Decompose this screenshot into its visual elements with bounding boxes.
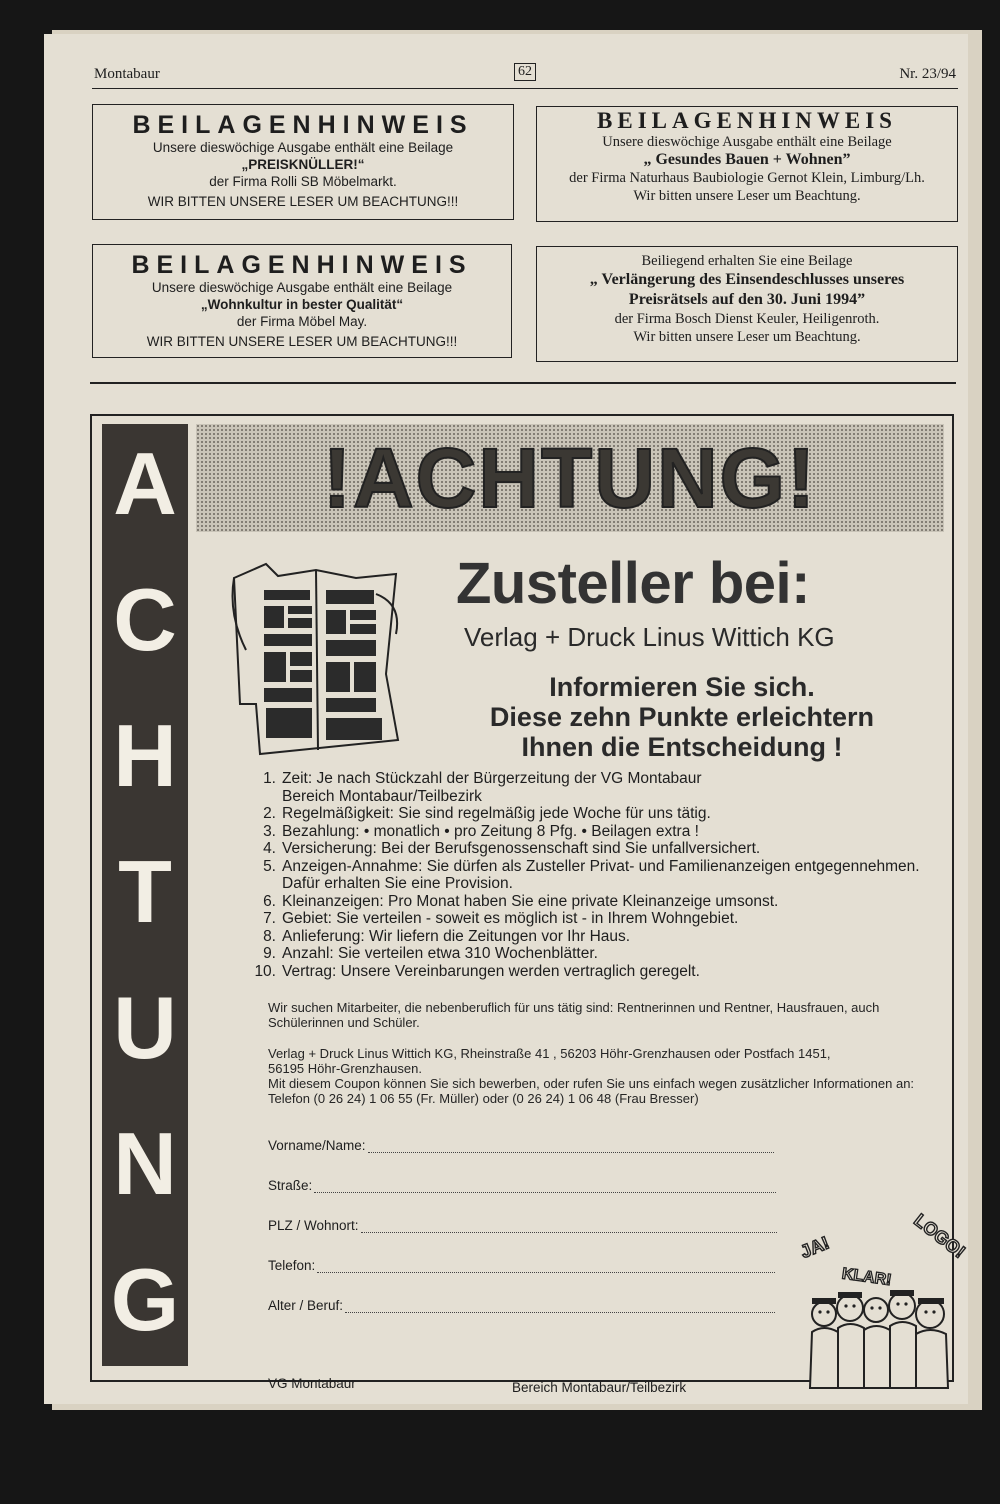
cartoon-word: JA! bbox=[797, 1232, 832, 1263]
header-rule bbox=[92, 88, 958, 89]
coupon-field-name[interactable]: Vorname/Name: bbox=[268, 1138, 774, 1153]
list-item: 5. Anzeigen-Annahme: Sie dürfen als Zusteller Privat- und Familienanzeigen entgegennehmen. Dafür erhalten Sie eine Provision. bbox=[263, 857, 920, 892]
notice-product: „PREISKNÜLLER!“ bbox=[241, 157, 365, 172]
notice-company: der Firma Rolli SB Möbelmarkt. bbox=[209, 174, 397, 189]
notice-preisknueller bbox=[92, 104, 514, 220]
address-paragraph: Verlag + Druck Linus Wittich KG, Rheinstraße 41 , 56203 Höhr-Grenzhausen oder Postfach 1451, 56195 Höhr-Grenzhausen. Mit diesem Coupon können Sie sich bewerben, oder rufen Sie uns einfach wegen zusätzlicher Informationen an: Telefon (0 26 24) 1 06 55 (Fr. Müller) oder (0 26 24) 1 06 48 (Frau Bresser) bbox=[268, 1046, 915, 1106]
notice-product: „Wohnkultur in bester Qualität“ bbox=[200, 297, 404, 312]
footer-bereich: Bereich Montabaur/Teilbezirk bbox=[512, 1380, 687, 1395]
side-letter: T bbox=[118, 842, 172, 941]
list-item: 2. Regelmäßigkeit: Sie sind regelmäßig jede Woche für uns tätig. bbox=[263, 805, 711, 822]
coupon-field-phone[interactable]: Telefon: bbox=[268, 1258, 775, 1273]
side-letter: H bbox=[113, 706, 177, 805]
ten-points-list bbox=[234, 770, 954, 980]
notice-request: Wir bitten unsere Leser um Beachtung. bbox=[633, 188, 861, 204]
side-letter: U bbox=[113, 978, 177, 1077]
newspaper-page bbox=[44, 34, 968, 1404]
headline-zusteller: Zusteller bei: bbox=[456, 551, 810, 616]
list-item: 4. Versicherung: Bei der Berufsgenossenschaft sind Sie unfallversichert. bbox=[263, 840, 761, 857]
list-item: 9. Anzahl: Sie verteilen etwa 310 Wochenblätter. bbox=[263, 945, 598, 962]
notice-line: Unsere dieswöchige Ausgabe enthält eine Beilage bbox=[152, 140, 454, 155]
side-letter: A bbox=[113, 434, 177, 533]
side-letter: G bbox=[110, 1250, 180, 1349]
coupon-field-city[interactable]: PLZ / Wohnort: bbox=[268, 1218, 777, 1233]
list-item: 6. Kleinanzeigen: Pro Monat haben Sie eine private Kleinanzeige umsonst. bbox=[263, 892, 779, 910]
header-town: Montabaur bbox=[94, 66, 160, 82]
notice-product-line1: „ Verlängerung des Einsendeschlusses unseres bbox=[589, 271, 905, 288]
header-page-number: 62 bbox=[514, 63, 536, 81]
side-letter: N bbox=[113, 1114, 177, 1213]
coupon-field-street[interactable]: Straße: bbox=[268, 1178, 776, 1193]
section-rule bbox=[90, 382, 956, 384]
list-item: 10. Vertrag: Unsere Vereinbarungen werden vertraglich geregelt. bbox=[254, 962, 700, 980]
notice-title: BEILAGENHINWEIS bbox=[132, 111, 474, 139]
header-issue: Nr. 23/94 bbox=[899, 66, 956, 82]
newspaper-reader-illustration bbox=[226, 554, 406, 754]
list-item: 7. Gebiet: Sie verteilen - soweit es möglich ist - in Ihrem Wohngebiet. bbox=[263, 910, 739, 927]
notice-request: WIR BITTEN UNSERE LESER UM BEACHTUNG!!! bbox=[146, 334, 458, 349]
notice-title: BEILAGENHINWEIS bbox=[131, 251, 473, 279]
vertical-achtung-column bbox=[102, 424, 188, 1366]
notice-line: Beiliegend erhalten Sie eine Beilage bbox=[641, 253, 853, 269]
list-item: 1. Zeit: Je nach Stückzahl der Bürgerzeitung der VG Montabaur Bereich Montabaur/Teilbezirk bbox=[263, 770, 702, 805]
notice-wohnkultur bbox=[92, 244, 512, 358]
footer-vg: VG Montabaur bbox=[268, 1376, 356, 1391]
notice-gesundes-bauen bbox=[536, 106, 958, 222]
notice-request: Wir bitten unsere Leser um Beachtung. bbox=[633, 329, 861, 345]
cartoon-word: LOGO! bbox=[910, 1209, 970, 1263]
notice-preisraetsel bbox=[536, 246, 958, 362]
info-line: Diese zehn Punkte erleichtern bbox=[489, 702, 875, 732]
notice-title: BEILAGENHINWEIS bbox=[597, 108, 897, 133]
company-name: Verlag + Druck Linus Wittich KG bbox=[464, 622, 835, 652]
notice-product: „ Gesundes Bauen + Wohnen” bbox=[643, 151, 851, 168]
notice-company: der Firma Bosch Dienst Keuler, Heiligenroth. bbox=[614, 311, 880, 327]
notice-company: der Firma Naturhaus Baubiologie Gernot Klein, Limburg/Lh. bbox=[569, 170, 925, 186]
achtung-banner bbox=[196, 424, 944, 532]
coupon-field-age-job[interactable]: Alter / Beruf: bbox=[268, 1298, 775, 1313]
info-line: Ihnen die Entscheidung ! bbox=[521, 732, 843, 762]
notice-request: WIR BITTEN UNSERE LESER UM BEACHTUNG!!! bbox=[147, 194, 459, 209]
banner-text: !ACHTUNG! bbox=[323, 431, 817, 525]
info-line: Informieren Sie sich. bbox=[549, 672, 815, 702]
recruitment-ad bbox=[90, 414, 970, 1395]
list-item: 3. Bezahlung: • monatlich • pro Zeitung 8 Pfg. • Beilagen extra ! bbox=[263, 822, 699, 840]
notice-company: der Firma Möbel May. bbox=[236, 314, 368, 329]
notice-line: Unsere dieswöchige Ausgabe enthält eine Beilage bbox=[151, 280, 453, 295]
list-item: 8. Anlieferung: Wir liefern die Zeitungen vor Ihr Haus. bbox=[263, 927, 631, 945]
cartoon-word: KLAR! bbox=[840, 1265, 893, 1290]
notice-product-line2: Preisrätsels auf den 30. Juni 1994” bbox=[628, 291, 866, 308]
cartoon-group-illustration bbox=[797, 1198, 970, 1398]
search-paragraph: Wir suchen Mitarbeiter, die nebenberuflich für uns tätig sind: Rentnerinnen und Rentner, Hausfrauen, auch Schülerinnen und Schüler. bbox=[268, 1000, 880, 1030]
side-letter: C bbox=[113, 570, 177, 669]
notice-line: Unsere dieswöchige Ausgabe enthält eine Beilage bbox=[602, 134, 892, 150]
